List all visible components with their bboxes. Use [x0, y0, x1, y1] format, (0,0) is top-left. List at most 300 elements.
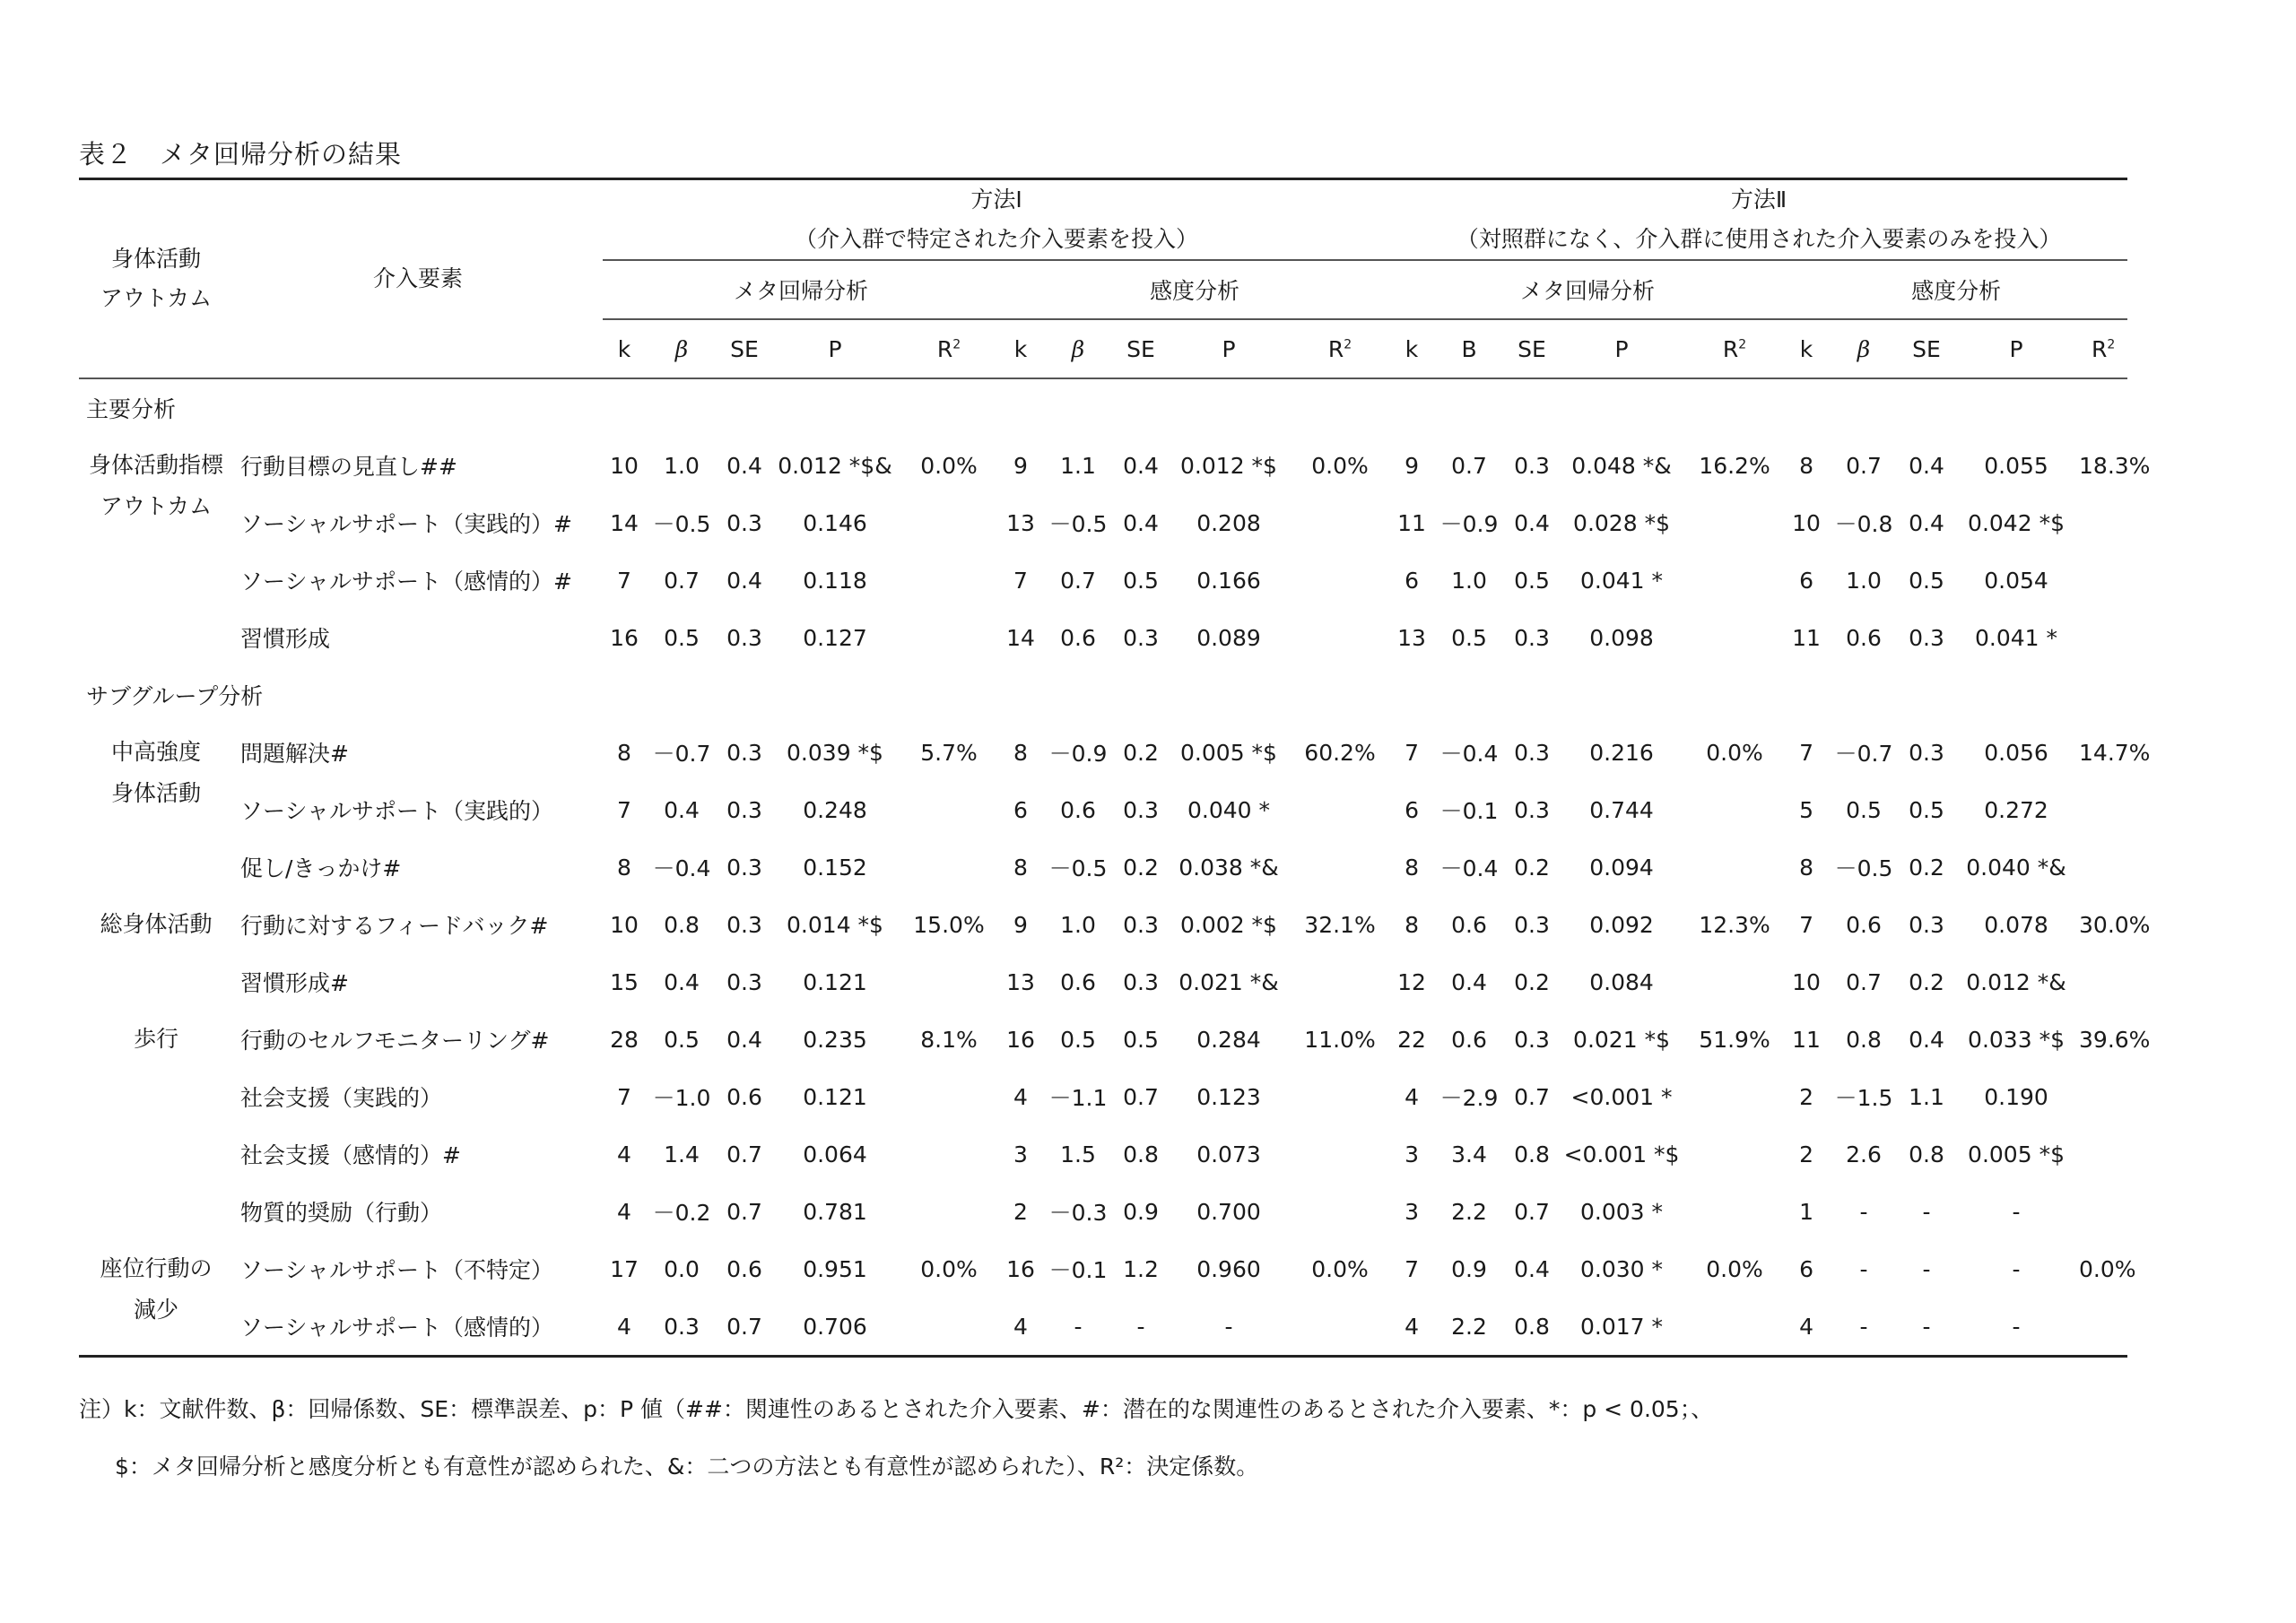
value-cell: 7	[1799, 739, 1813, 766]
value-cell: 0.3	[1514, 624, 1550, 651]
value-cell: 0.3	[726, 911, 762, 938]
document-page	[79, 0, 2151, 1623]
section-subgroup-analysis: サブグループ分析	[86, 683, 264, 709]
value-cell: 0.3	[726, 624, 762, 651]
value-cell: -	[2012, 1198, 2021, 1225]
value-cell: 0.7	[1451, 452, 1487, 479]
value-cell: －0.9	[1048, 741, 1108, 767]
col-header-3-4: P	[1559, 319, 1684, 378]
value-cell: －0.3	[1048, 1200, 1108, 1226]
value-cell: 0.7	[1514, 1198, 1550, 1225]
header-m1-meta: メタ回帰分析	[603, 260, 999, 319]
value-cell: 15	[610, 968, 639, 995]
value-cell: 0.951	[803, 1255, 867, 1282]
value-cell: 0.0%	[1706, 1255, 1763, 1282]
value-cell: -	[1042, 1298, 1114, 1357]
value-cell: 0.012 *$	[1180, 452, 1277, 479]
value-cell	[1684, 838, 1785, 896]
value-cell	[2079, 1125, 2127, 1183]
value-cell: 8	[617, 854, 631, 881]
value-cell	[899, 781, 999, 838]
value-cell: 0.0%	[920, 452, 978, 479]
value-cell: 0.4	[1123, 452, 1159, 479]
value-cell	[1684, 609, 1785, 666]
value-cell	[899, 1068, 999, 1125]
value-cell: 0.3	[1909, 624, 1944, 651]
value-cell: 0.8	[1514, 1141, 1550, 1167]
value-cell: 51.9%	[1699, 1026, 1770, 1053]
value-cell	[899, 1125, 999, 1183]
value-cell: 11	[1792, 624, 1821, 651]
value-cell	[1290, 1068, 1390, 1125]
value-cell	[1290, 838, 1390, 896]
value-cell	[1684, 494, 1785, 551]
value-cell: 6	[1013, 796, 1028, 823]
col-header-2-3: SE	[1114, 319, 1168, 378]
value-cell: 1	[1799, 1198, 1813, 1225]
value-cell	[1290, 551, 1390, 609]
value-cell: 0.003 *	[1580, 1198, 1664, 1225]
value-cell: 0.0%	[1706, 739, 1763, 766]
value-cell: 0.5	[1514, 567, 1550, 594]
category-label	[79, 724, 233, 896]
value-cell: 0.012 *&	[1966, 968, 2066, 995]
value-cell: 4	[603, 1298, 646, 1357]
value-cell: 0.5	[1123, 1026, 1159, 1053]
value-cell: 3.4	[1451, 1141, 1487, 1167]
value-cell: 0.3	[1123, 911, 1159, 938]
value-cell	[2079, 1298, 2127, 1357]
value-cell: 0.3	[1514, 452, 1550, 479]
value-cell: 3	[1405, 1198, 1419, 1225]
value-cell: 0.017 *	[1559, 1298, 1684, 1357]
value-cell	[1684, 1068, 1785, 1125]
value-cell: 0.6	[1846, 624, 1882, 651]
value-cell: 0.2	[1123, 854, 1159, 881]
value-cell: 8	[1799, 854, 1813, 881]
value-cell: 10	[610, 452, 639, 479]
col-header-4-5: $R^2$	[2079, 319, 2127, 378]
value-cell: 0.3	[1909, 739, 1944, 766]
value-cell: 16	[1006, 1026, 1035, 1053]
value-cell	[1684, 781, 1785, 838]
value-cell: 7	[1013, 567, 1028, 594]
value-cell	[1290, 781, 1390, 838]
value-cell: -	[1859, 1198, 1868, 1225]
value-cell: 0.7	[664, 567, 700, 594]
value-cell: 0.3	[1514, 1026, 1550, 1053]
value-cell: 0.073	[1196, 1141, 1261, 1167]
value-cell: 0.4	[1909, 452, 1944, 479]
value-cell: -	[1828, 1298, 1900, 1357]
category-label	[79, 896, 233, 1011]
value-cell: 0.3	[1909, 911, 1944, 938]
value-cell: 4	[999, 1298, 1042, 1357]
value-cell: 1.1	[1909, 1083, 1944, 1110]
element-name: ソーシャルサポート（実践的）#	[240, 511, 572, 537]
value-cell	[2079, 953, 2127, 1011]
value-cell: 0.021 *&	[1178, 968, 1279, 995]
value-cell	[2079, 609, 2127, 666]
value-cell: 5.7%	[920, 739, 978, 766]
method2-title: 方法Ⅱ	[1730, 187, 1787, 213]
value-cell: 16.2%	[1699, 452, 1770, 479]
element-name: ソーシャルサポート（感情的）	[233, 1298, 603, 1357]
value-cell: 0.121	[803, 968, 867, 995]
value-cell: 8	[1013, 739, 1028, 766]
value-cell	[2079, 1068, 2127, 1125]
value-cell: 0.118	[803, 567, 867, 594]
value-cell: 13	[1006, 509, 1035, 536]
value-cell	[2079, 551, 2127, 609]
value-cell: 0.744	[1589, 796, 1654, 823]
value-cell: 0.4	[726, 452, 762, 479]
value-cell: 22	[1397, 1026, 1426, 1053]
value-cell: 0.152	[803, 854, 867, 881]
table-notes	[79, 1381, 1713, 1496]
value-cell: －2.9	[1439, 1085, 1499, 1111]
value-cell: 0.4	[1123, 509, 1159, 536]
value-cell: 0.8	[1123, 1141, 1159, 1167]
table-row	[79, 494, 2127, 551]
value-cell: 13	[1397, 624, 1426, 651]
value-cell: 0.3	[726, 796, 762, 823]
table-row	[79, 551, 2127, 609]
col-header-2-1: k	[999, 319, 1042, 378]
value-cell: 6	[1799, 567, 1813, 594]
value-cell: -	[1900, 1298, 1953, 1357]
element-name: ソーシャルサポート（感情的）#	[240, 568, 572, 595]
value-cell: -	[1859, 1255, 1868, 1282]
element-name: 行動に対するフィードバック#	[240, 913, 549, 939]
value-cell: 0.272	[1984, 796, 2048, 823]
col-header-3-5: $R^2$	[1684, 319, 1785, 378]
value-cell: -	[1168, 1298, 1290, 1357]
value-cell: 6	[1405, 567, 1419, 594]
value-cell: 0.2	[1514, 854, 1550, 881]
value-cell: 0.700	[1196, 1198, 1261, 1225]
value-cell: 0.038 *&	[1178, 854, 1279, 881]
value-cell: 0.3	[646, 1298, 718, 1357]
category-label-line: 身体活動指標	[88, 452, 223, 478]
value-cell: 0.4	[726, 567, 762, 594]
value-cell: -	[1953, 1298, 2079, 1357]
value-cell: 0.039 *$	[787, 739, 883, 766]
value-cell: 9	[1013, 452, 1028, 479]
value-cell: 0.706	[771, 1298, 899, 1357]
value-cell: 39.6%	[2079, 1026, 2151, 1053]
value-cell: -	[2012, 1255, 2021, 1282]
table-row	[79, 953, 2127, 1011]
value-cell: 0.3	[1514, 796, 1550, 823]
value-cell	[1684, 1298, 1785, 1357]
table-row	[79, 1240, 2127, 1298]
value-cell: 11	[1792, 1026, 1821, 1053]
value-cell	[899, 551, 999, 609]
value-cell: 14	[1006, 624, 1035, 651]
element-name: 行動目標の見直し##	[240, 454, 457, 480]
value-cell	[2079, 494, 2127, 551]
value-cell: 0.248	[803, 796, 867, 823]
value-cell: 0.8	[1909, 1141, 1944, 1167]
value-cell: 0.4	[1909, 509, 1944, 536]
table-row	[79, 1068, 2127, 1125]
value-cell: 0.033 *$	[1968, 1026, 2065, 1053]
value-cell: 0.012 *$&	[778, 452, 892, 479]
value-cell	[1290, 609, 1390, 666]
value-cell: 4	[1785, 1298, 1828, 1357]
value-cell: 1.5	[1060, 1141, 1096, 1167]
value-cell: 0.054	[1984, 567, 2048, 594]
value-cell: 2	[1799, 1083, 1813, 1110]
element-name: 社会支援（実践的）	[240, 1085, 443, 1111]
value-cell: 0.0%	[2079, 1255, 2136, 1282]
value-cell: 0.6	[726, 1083, 762, 1110]
value-cell: 3	[1405, 1141, 1419, 1167]
value-cell: 0.0%	[920, 1255, 978, 1282]
value-cell: 16	[610, 624, 639, 651]
note-line-2: $：メタ回帰分析と感度分析とも有意性が認められた、&：二つの方法とも有意性が認められた）、R²：決定係数。	[115, 1454, 1259, 1480]
table-row	[79, 1183, 2127, 1240]
value-cell: 12.3%	[1699, 911, 1770, 938]
value-cell: 0.0	[664, 1255, 700, 1282]
value-cell: -	[1922, 1255, 1931, 1282]
value-cell: 15.0%	[913, 911, 985, 938]
value-cell: 32.1%	[1304, 911, 1376, 938]
value-cell: 0.960	[1196, 1255, 1261, 1282]
value-cell: 0.5	[1909, 796, 1944, 823]
method1-title: 方法Ⅰ	[970, 187, 1022, 213]
value-cell: 1.2	[1123, 1255, 1159, 1282]
value-cell: 0.3	[1514, 739, 1550, 766]
value-cell: －0.1	[1439, 798, 1499, 824]
value-cell: 0.3	[726, 968, 762, 995]
category-label-line: 身体活動	[110, 780, 201, 806]
value-cell: 0.5	[1060, 1026, 1096, 1053]
value-cell: 18.3%	[2079, 452, 2151, 479]
value-cell: 0.7	[1060, 567, 1096, 594]
col-header-1-4: P	[771, 319, 899, 378]
table-row	[79, 896, 2127, 953]
value-cell: 13	[1006, 968, 1035, 995]
value-cell: 0.235	[803, 1026, 867, 1053]
value-cell: 0.042 *$	[1968, 509, 2065, 536]
value-cell: 4	[1390, 1298, 1433, 1357]
value-cell: 0.8	[1505, 1298, 1559, 1357]
value-cell: 0.8	[1846, 1026, 1882, 1053]
category-label-line: アウトカム	[100, 493, 213, 519]
col-header-4-2: β	[1828, 319, 1900, 378]
value-cell: 0.6	[1451, 1026, 1487, 1053]
value-cell: 0.028 *$	[1573, 509, 1670, 536]
value-cell: 0.4	[1514, 1255, 1550, 1282]
category-label-line: 歩行	[133, 1026, 178, 1052]
value-cell	[1684, 1125, 1785, 1183]
value-cell	[1684, 551, 1785, 609]
value-cell: 0.7	[726, 1141, 762, 1167]
value-cell: －0.4	[1439, 855, 1499, 881]
value-cell: 0.7	[1123, 1083, 1159, 1110]
value-cell: 14	[610, 509, 639, 536]
value-cell: 9	[1405, 452, 1419, 479]
value-cell: 0.3	[1123, 968, 1159, 995]
value-cell: 7	[1799, 911, 1813, 938]
value-cell: 0.4	[1909, 1026, 1944, 1053]
element-name: 問題解決#	[240, 741, 349, 767]
value-cell: 0.3	[726, 739, 762, 766]
value-cell: 4	[617, 1141, 631, 1167]
category-label-line: 中高強度	[110, 739, 201, 765]
value-cell: 0.5	[1451, 624, 1487, 651]
value-cell: 8	[1405, 911, 1419, 938]
element-name: 行動のセルフモニターリング#	[240, 1028, 550, 1054]
value-cell: 7	[617, 567, 631, 594]
header-outcome-line2: アウトカム	[100, 285, 213, 311]
value-cell: 10	[1792, 968, 1821, 995]
value-cell: 0.005 *$	[1180, 739, 1277, 766]
value-cell: 0.040 *&	[1966, 854, 2066, 881]
category-label	[79, 437, 233, 666]
value-cell	[1290, 953, 1390, 1011]
table-caption: 表２ メタ回帰分析の結果	[79, 139, 403, 169]
value-cell: 0.048 *&	[1571, 452, 1672, 479]
header-m2-meta: メタ回帰分析	[1390, 260, 1785, 319]
value-cell: 1.0	[1846, 567, 1882, 594]
value-cell: 0.6	[1060, 968, 1096, 995]
value-cell: 8	[617, 739, 631, 766]
value-cell: 0.4	[664, 968, 700, 995]
value-cell: 0.2	[1514, 968, 1550, 995]
value-cell: 0.2	[1909, 968, 1944, 995]
value-cell: 0.094	[1589, 854, 1654, 881]
value-cell: 2	[1013, 1198, 1028, 1225]
col-header-1-1: k	[603, 319, 646, 378]
header-m1-sens: 感度分析	[999, 260, 1390, 319]
col-header-2-2: β	[1042, 319, 1114, 378]
value-cell: 0.5	[1846, 796, 1882, 823]
value-cell: 8	[1405, 854, 1419, 881]
header-method1	[603, 179, 1390, 261]
value-cell: <0.001 *	[1570, 1083, 1673, 1110]
value-cell: 0.3	[726, 509, 762, 536]
value-cell: 0.6	[1451, 911, 1487, 938]
value-cell: 0.092	[1589, 911, 1654, 938]
value-cell: －0.9	[1439, 511, 1499, 537]
element-name: 習慣形成#	[240, 970, 349, 996]
value-cell: 0.8	[664, 911, 700, 938]
value-cell: 0.9	[1451, 1255, 1487, 1282]
value-cell: <0.001 *$	[1563, 1141, 1680, 1167]
value-cell: 7	[1405, 1255, 1419, 1282]
value-cell	[2079, 781, 2127, 838]
value-cell: 0.005 *$	[1968, 1141, 2065, 1167]
note-line-1: 注）k：文献件数、β：回帰係数、SE：標準誤差、p：P 値（##：関連性のあるとされた介入要素、#：潜在的な関連性のあるとされた介入要素、*：p < 0.05；、	[79, 1396, 1714, 1422]
value-cell: 4	[617, 1198, 631, 1225]
value-cell: 0.7	[726, 1198, 762, 1225]
col-header-1-3: SE	[718, 319, 771, 378]
value-cell: 0.021 *$	[1573, 1026, 1670, 1053]
value-cell: 0.084	[1589, 968, 1654, 995]
value-cell: 14.7%	[2079, 739, 2151, 766]
value-cell: 7	[617, 796, 631, 823]
value-cell: 0.056	[1984, 739, 2048, 766]
table-row	[79, 609, 2127, 666]
value-cell: 10	[610, 911, 639, 938]
value-cell: 1.0	[664, 452, 700, 479]
value-cell: 0.6	[1060, 796, 1096, 823]
value-cell	[899, 1183, 999, 1240]
value-cell: 0.123	[1196, 1083, 1261, 1110]
table-row	[79, 1011, 2127, 1068]
value-cell: 5	[1799, 796, 1813, 823]
value-cell: 0.5	[1123, 567, 1159, 594]
value-cell: 17	[610, 1255, 639, 1282]
value-cell: 8	[1013, 854, 1028, 881]
value-cell: 10	[1792, 509, 1821, 536]
value-cell: －1.0	[652, 1085, 711, 1111]
value-cell: 0.4	[1514, 509, 1550, 536]
value-cell: 0.216	[1589, 739, 1654, 766]
value-cell: 0.078	[1984, 911, 2048, 938]
value-cell: 0.2	[1123, 739, 1159, 766]
value-cell: -	[1114, 1298, 1168, 1357]
value-cell: 0.055	[1984, 452, 2048, 479]
value-cell: 0.190	[1984, 1083, 2048, 1110]
header-outcome-line1: 身体活動	[110, 246, 201, 272]
method1-subtitle: （介入群で特定された介入要素を投入）	[795, 226, 1199, 252]
value-cell: 0.166	[1196, 567, 1261, 594]
value-cell: －0.5	[1048, 855, 1108, 881]
col-header-1-5: $R^2$	[899, 319, 999, 378]
section-main-analysis: 主要分析	[86, 396, 177, 422]
value-cell: 2	[1799, 1141, 1813, 1167]
value-cell: 0.781	[803, 1198, 867, 1225]
value-cell: －0.4	[652, 855, 711, 881]
value-cell: －0.4	[1439, 741, 1499, 767]
value-cell: 0.089	[1196, 624, 1261, 651]
value-cell: 0.5	[664, 624, 700, 651]
value-cell	[1684, 953, 1785, 1011]
element-name: 物質的奨励（行動）	[240, 1200, 443, 1226]
value-cell	[899, 953, 999, 1011]
col-header-3-1: k	[1390, 319, 1433, 378]
col-header-4-3: SE	[1900, 319, 1953, 378]
category-label	[79, 1011, 233, 1240]
value-cell: －0.2	[652, 1200, 711, 1226]
category-label-line: 減少	[133, 1297, 178, 1323]
element-name: 社会支援（感情的）#	[240, 1142, 461, 1168]
col-header-2-5: $R^2$	[1290, 319, 1390, 378]
value-cell: －0.5	[1048, 511, 1108, 537]
value-cell	[899, 609, 999, 666]
value-cell: 0.7	[1846, 452, 1882, 479]
col-header-1-2: β	[646, 319, 718, 378]
table-row	[79, 437, 2127, 494]
value-cell: 0.284	[1196, 1026, 1261, 1053]
value-cell: 0.4	[1451, 968, 1487, 995]
value-cell: 0.5	[1909, 567, 1944, 594]
value-cell: 0.127	[803, 624, 867, 651]
value-cell	[2079, 1183, 2127, 1240]
value-cell: 6	[1405, 796, 1419, 823]
value-cell	[1290, 1298, 1390, 1357]
value-cell	[1290, 1125, 1390, 1183]
value-cell	[1290, 494, 1390, 551]
value-cell: 6	[1799, 1255, 1813, 1282]
value-cell: 0.7	[1846, 968, 1882, 995]
header-m2-sens: 感度分析	[1785, 260, 2127, 319]
value-cell: 1.4	[664, 1141, 700, 1167]
